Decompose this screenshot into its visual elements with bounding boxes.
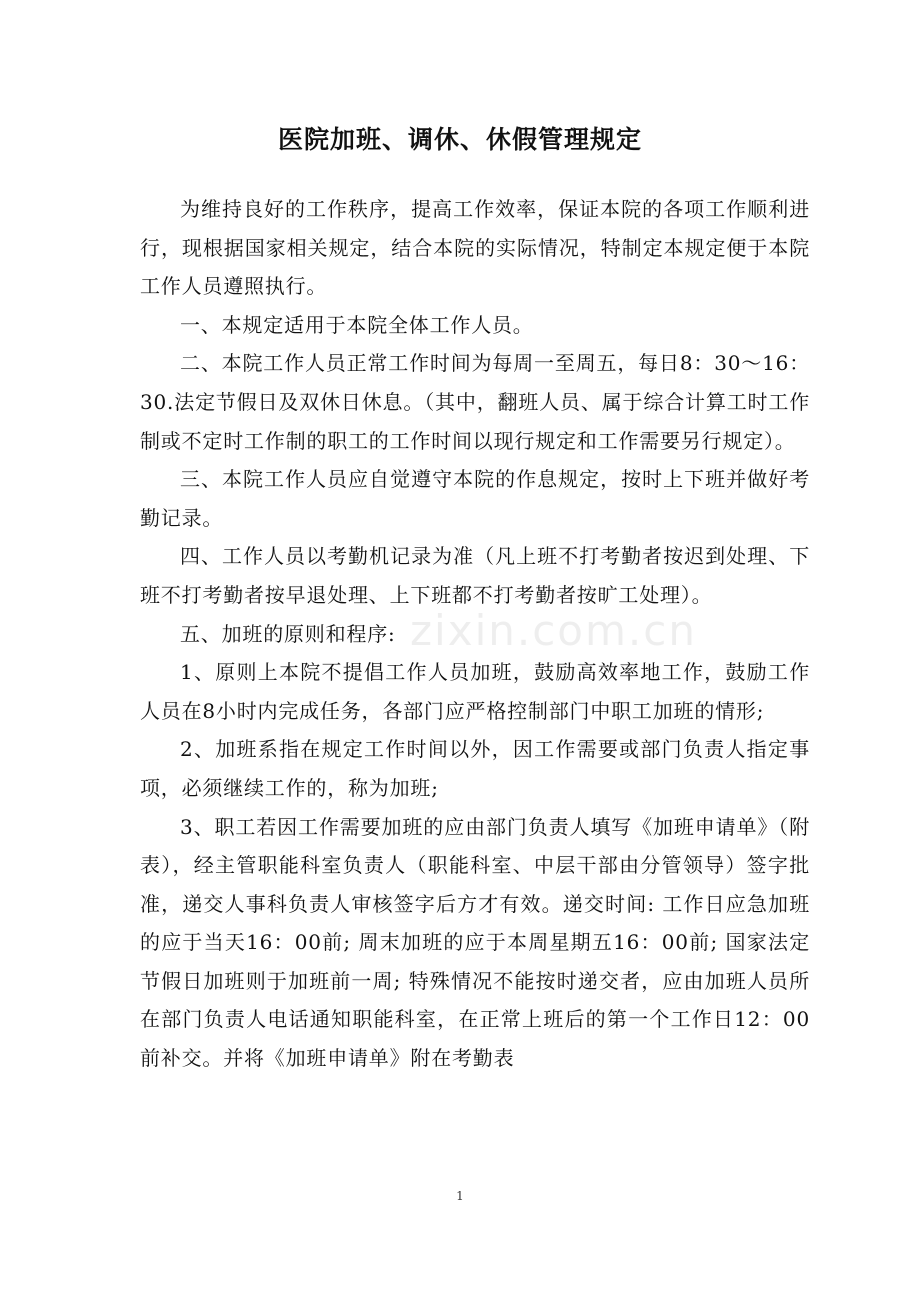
paragraph-scope: 一、本规定适用于本院全体工作人员。	[180, 312, 534, 337]
document-body	[140, 190, 810, 1078]
paragraph-attendance: 三、本院工作人员应自觉遵守本院的作息规定，按时上下班并做好考勤记录。	[140, 467, 810, 530]
watermark: zixin.com.cn	[410, 606, 697, 655]
paragraph-overtime-heading: 五、加班的原则和程序:	[180, 621, 396, 646]
paragraph-intro: 为维持良好的工作秩序，提高工作效率，保证本院的各项工作顺利进行，现根据国家相关规定，结合本院的实际情况，特制定本规定便于本院工作人员遵照执行。	[140, 197, 810, 299]
paragraph-overtime-principle: 1、原则上本院不提倡工作人员加班，鼓励高效率地工作，鼓励工作人员在8小时内完成任务，各部门应严格控制部门中职工加班的情形;	[140, 660, 810, 723]
page-number: 1	[456, 1189, 464, 1203]
paragraph-overtime-procedure: 3、职工若因工作需要加班的应由部门负责人填写《加班申请单》（附表），经主管职能科室负责人（职能科室、中层干部由分管领导）签字批准，递交人事科负责人审核签字后方才有效。递交时间: 工作日应急加班的应于当天16：00前; 周末加班的应于本周星期五16：00前; 国家法定节假日加班则于加班前一周; 特殊情况不能按时递交者，应由加班人员所在部门负责人电话通知职能科室，在正常上班后的第一个工作日12：00前补交。并将《加班申请单》附在考勤表	[140, 814, 810, 1071]
paragraph-overtime-definition: 2、加班系指在规定工作时间以外，因工作需要或部门负责人指定事项，必须继续工作的，称为加班;	[140, 737, 810, 800]
paragraph-attendance-machine: 四、工作人员以考勤机记录为准（凡上班不打考勤者按迟到处理、下班不打考勤者按早退处理、上下班都不打考勤者按旷工处理）。	[140, 544, 810, 607]
paragraph-work-hours: 二、本院工作人员正常工作时间为每周一至周五，每日8：30～16：30.法定节假日及双休日休息。（其中，翻班人员、属于综合计算工时工作制或不定时工作制的职工的工作时间以现行规定和工作需要另行规定）。	[140, 351, 810, 453]
document-title: 医院加班、调休、休假管理规定	[277, 125, 642, 154]
